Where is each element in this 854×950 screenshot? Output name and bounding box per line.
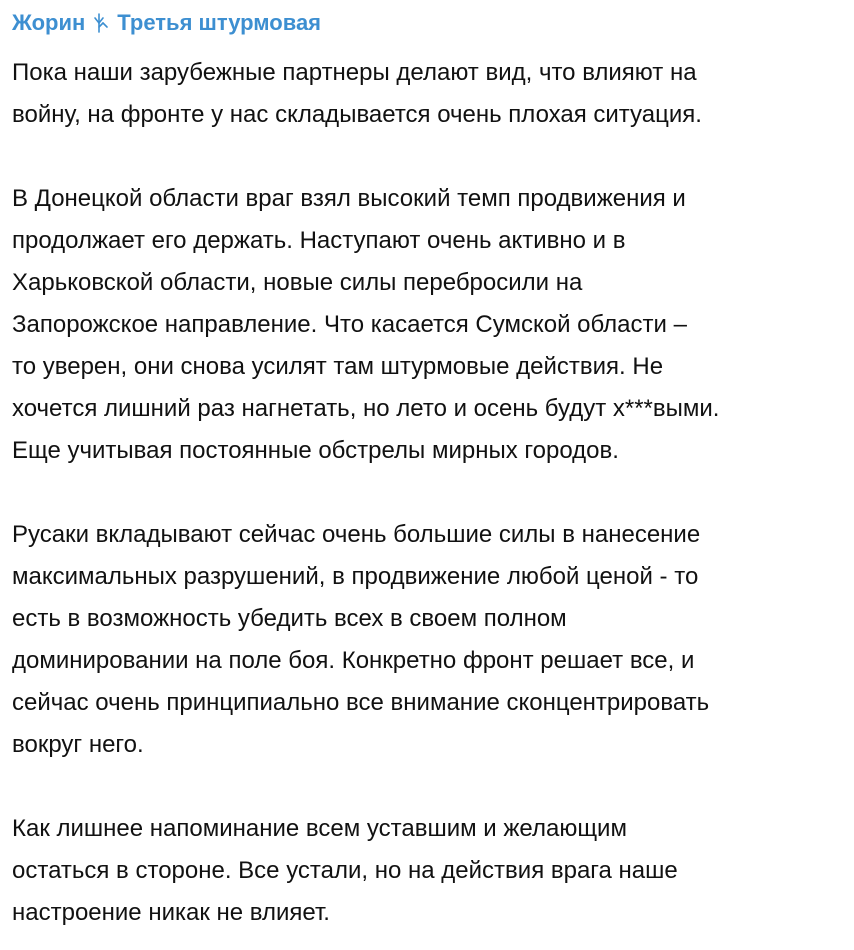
post-header (12, 8, 842, 38)
paragraph-4 (12, 808, 842, 934)
text-line: есть в возможность убедить всех в своем полном (12, 605, 567, 632)
text-line: Пока наши зарубежные партнеры делают вид, что влияют на (12, 59, 697, 86)
author-name[interactable]: Жорин (12, 10, 86, 35)
text-line: войну, на фронте у нас складывается очень плохая ситуация. (12, 101, 702, 128)
text-line: сейчас очень принципиально все внимание сконцентрировать (12, 689, 710, 716)
text-line: Харьковской области, новые силы перебросили на (12, 269, 583, 296)
channel-name[interactable]: Третья штурмовая (117, 10, 322, 35)
text-line: вокруг него. (12, 731, 144, 758)
text-line: Как лишнее напоминание всем уставшим и желающим (12, 815, 627, 842)
text-line: Запорожское направление. Что касается Сумской области – (12, 311, 687, 338)
text-line: настроение никак не влияет. (12, 899, 330, 926)
post-body (12, 52, 842, 934)
text-line: Русаки вкладывают сейчас очень большие силы в нанесение (12, 521, 701, 548)
text-line: то уверен, они снова усилят там штурмовые действия. Не (12, 353, 664, 380)
text-line: остаться в стороне. Все устали, но на действия врага наше (12, 857, 678, 884)
paragraph-3 (12, 514, 842, 766)
text-line: доминировании на поле боя. Конкретно фронт решает все, и (12, 647, 695, 674)
text-line: максимальных разрушений, в продвижение любой ценой - то (12, 563, 699, 590)
rune-icon (93, 12, 109, 34)
paragraph-1 (12, 52, 842, 136)
text-line: продолжает его держать. Наступают очень активно и в (12, 227, 626, 254)
paragraph-2 (12, 178, 842, 472)
text-line: В Донецкой области враг взял высокий темп продвижения и (12, 185, 686, 212)
text-line: Еще учитывая постоянные обстрелы мирных городов. (12, 437, 619, 464)
text-line: хочется лишний раз нагнетать, но лето и осень будут х***выми. (12, 395, 720, 422)
